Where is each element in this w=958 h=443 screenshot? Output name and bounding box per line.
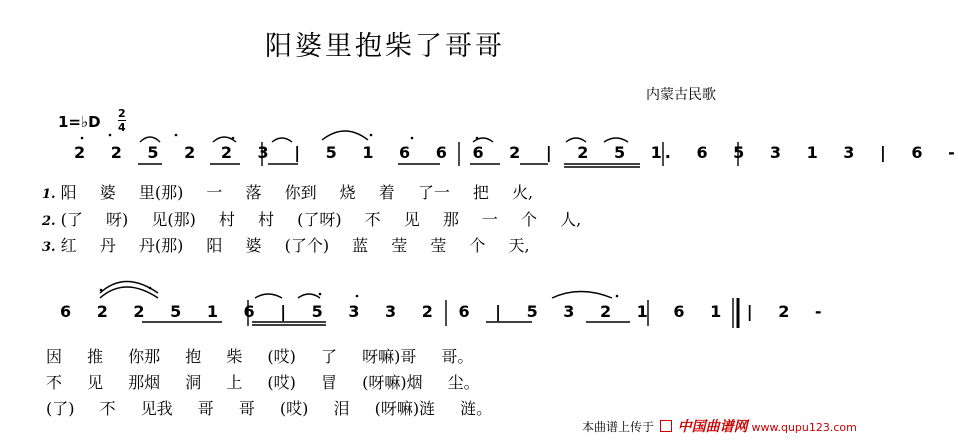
lyric-text: 红 丹 丹(那) 阳 婆 (了个) 蓝 莹 莹 个 天, <box>60 236 530 255</box>
system2-notes-text: 6 2 2 5 1 6 | 5 3 3 2 6 | 5 3 2 1 6 1 | 2 - <box>60 302 825 321</box>
verse-number: 2. <box>42 214 56 229</box>
verse-number: 3. <box>42 240 56 255</box>
system1-lyric-3 <box>42 233 530 256</box>
system1-lyric-1 <box>42 180 533 203</box>
lyric-text: 不 见 那烟 洞 上 (哎) 冒 (呀嘛)烟 尘。 <box>46 373 480 392</box>
lyric-text: 因 推 你那 抱 柴 (哎) 了 呀嘛)哥 哥。 <box>46 347 474 366</box>
lyric-text: (了 呀) 见(那) 村 村 (了呀) 不 见 那 一 个 人, <box>60 210 582 229</box>
song-origin: 内蒙古民歌 <box>646 87 716 103</box>
system1-notes <box>74 143 958 162</box>
system1-notes-text: 2 2 5 2 2 3 | 5 1 6 6 6 2 | 2 5 1. 6 5 3 1 3 | 6 - <box>74 143 958 162</box>
verse-number: 1. <box>42 187 56 202</box>
upload-footer <box>582 416 857 436</box>
system2-lyric-2 <box>46 370 480 393</box>
site-domain[interactable]: www.qupu123.com <box>751 421 857 434</box>
system1-lyric-2 <box>42 207 581 230</box>
lyric-text: 阳 婆 里(那) 一 落 你到 烧 着 了一 把 火, <box>60 183 534 202</box>
system2-lyric-1 <box>46 344 473 367</box>
site-logo-icon <box>660 420 672 432</box>
site-name[interactable]: 中国曲谱网 <box>677 419 748 435</box>
key-signature: 1=♭D <box>58 113 101 131</box>
time-sig-top: 2 <box>118 107 126 120</box>
system2-lyric-3 <box>46 396 492 419</box>
uploaded-label: 本曲谱上传于 <box>582 420 655 434</box>
lyric-text: (了) 不 见我 哥 哥 (哎) 泪 (呀嘛)涟 涟。 <box>46 399 493 418</box>
system2-notes <box>60 302 825 321</box>
time-sig-bottom: 4 <box>118 121 126 134</box>
song-title: 阳婆里抱柴了哥哥 <box>265 31 505 62</box>
